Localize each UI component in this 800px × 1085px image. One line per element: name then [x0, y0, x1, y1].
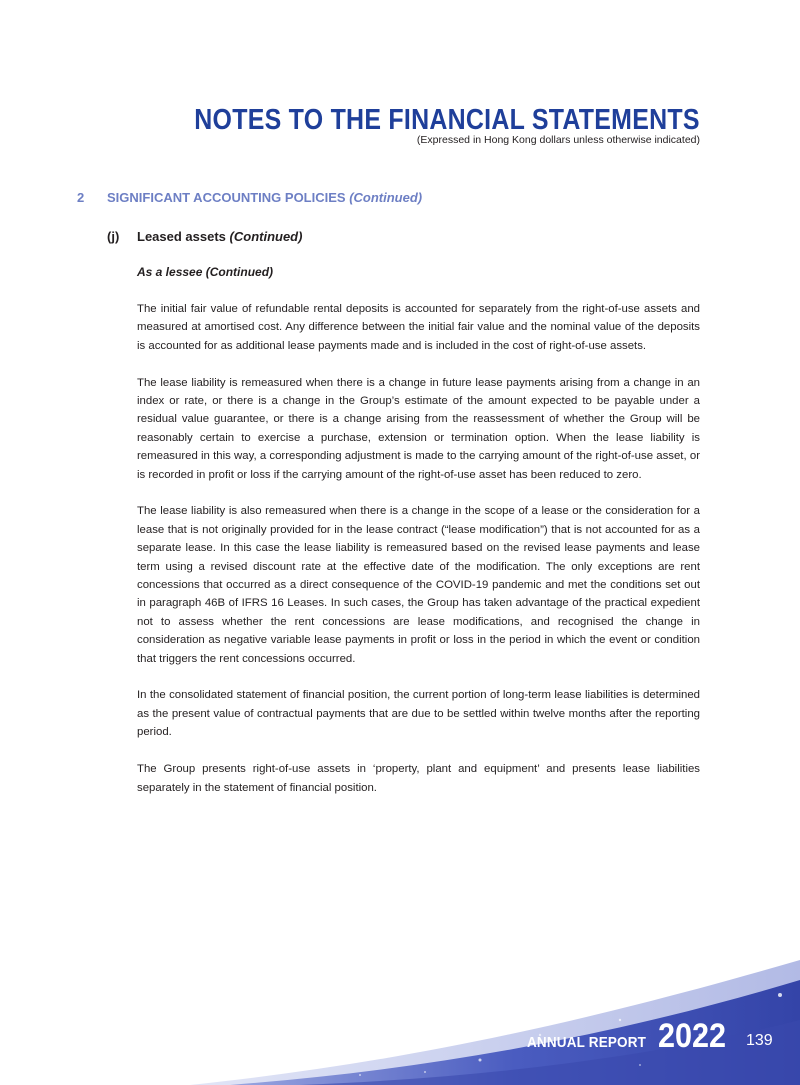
page-number: 139 — [746, 1032, 773, 1049]
section-title: SIGNIFICANT ACCOUNTING POLICIES — [107, 190, 346, 205]
subsection-continued: (Continued) — [229, 229, 303, 244]
subsection-heading — [107, 229, 302, 244]
footer-year: 2022 — [658, 1017, 727, 1055]
footer-decoration — [0, 940, 800, 1085]
page-subtitle: (Expressed in Hong Kong dollars unless otherwise indicated) — [416, 134, 700, 146]
paragraph: The lease liability is remeasured when there is a change in future lease payments arising from a change in an index or rate, or there is a change in the Group’s estimate of the amount expected to be payable under a residual value guarantee, or there is a change arising from the reassessment of whether the Group will be reasonably certain to exercise a purchase, extension or termination option. When the lease liability is remeasured in this way, a corresponding adjustment is made to the carrying amount of the right-of-use asset, or is recorded in profit or loss if the carrying amount of the right-of-use asset has been reduced to zero. — [137, 376, 700, 481]
section-continued: (Continued) — [349, 190, 423, 205]
paragraph: The Group presents right-of-use assets in ‘property, plant and equipment’ and presents lease liabilities separately in the statement of financial position. — [137, 763, 700, 794]
paragraph: The lease liability is also remeasured when there is a change in the scope of a lease or the consideration for a lease that is not originally provided for in the lease contract (“lease modification”) that is not accounted for as a separate lease. In this case the lease liability is remeasured based on the revised lease payments and lease term using a revised discount rate at the effective date of the modification. The only exceptions are rent concessions that occurred as a direct consequence of the COVID-19 pandemic and met the conditions set out in paragraph 46B of IFRS 16 Leases. In such cases, the Group has taken advantage of the practical expedient not to assess whether the rent concessions are lease modifications, and recognised the change in consideration as negative variable lease payments in profit or loss in the period in which the event or condition that triggers the rent concessions occurred. — [137, 505, 700, 665]
subsection-title: Leased assets — [137, 229, 226, 244]
footer-annual-report-label: ANNUAL REPORT — [527, 1034, 647, 1051]
section-number: 2 — [77, 190, 85, 205]
section-heading — [77, 190, 422, 205]
page-title: NOTES TO THE FINANCIAL STATEMENTS — [194, 104, 700, 136]
paragraph: In the consolidated statement of financial position, the current portion of long-term lease liabilities is determined as the present value of contractual payments that are due to be settled within twelve months after the reporting period. — [137, 689, 700, 739]
paragraph: The initial fair value of refundable rental deposits is accounted for separately from the right-of-use assets and measured at amortised cost. Any difference between the initial fair value and the nominal value of the deposits is accounted for as additional lease payments made and is included in the cost of right-of-use assets. — [137, 303, 700, 352]
subsection-number: (j) — [107, 229, 120, 244]
subsubsection-heading: As a lessee (Continued) — [137, 265, 274, 279]
body-text — [137, 300, 700, 815]
